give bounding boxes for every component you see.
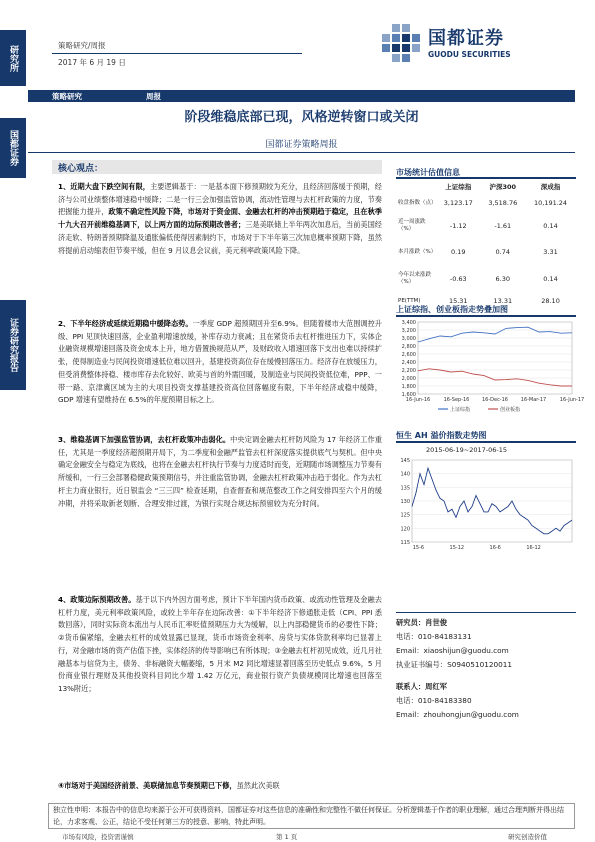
- y-tick-label: 2,600: [401, 352, 416, 358]
- chart1-divider: [396, 315, 576, 317]
- paragraph-5-lead: ④市场对于美国经济前景、美联储加息节奏预期已下修，: [58, 781, 237, 790]
- cell: 3,123.17: [443, 199, 473, 207]
- y-tick-label: 1,600: [401, 392, 416, 398]
- paragraph-1-lead: 1、近期大盘下跌空间有限，: [58, 182, 151, 191]
- x-tick-label: 16-12: [526, 545, 541, 551]
- cell: 28.10: [541, 297, 560, 305]
- logo-text-cn: 国都证券: [428, 28, 504, 49]
- contact-email-value[interactable]: zhouhongjun@guodu.com: [423, 710, 519, 719]
- research-divider: [396, 612, 576, 613]
- stats-header-sz: 深成指: [540, 183, 561, 191]
- y-tick-label: 2,200: [401, 368, 416, 374]
- paragraph-4: [58, 594, 382, 744]
- stats-divider: [396, 177, 576, 179]
- legend-label: 创业板指: [500, 407, 521, 413]
- title-divider: [28, 152, 575, 153]
- x-tick-label: 16-Jun-16: [405, 397, 431, 403]
- disclaimer-box: 独立性申明：本报告中的信息均来源于公开可获得资料，国都证券对这些信息的准确性和完整性不做任何保证。分析逻辑基于作者的职业理解，通过合理判断并得出结论，力求客观、公正，结论不受任何第三方的授意、影响，特此声明。: [48, 803, 575, 829]
- y-tick-label: 130: [400, 499, 410, 505]
- cell: -0.63: [449, 275, 467, 283]
- paragraph-1-bold: 政策不确定性风险下降，市场对于资金面、金融去杠杆的冲击预期趋于稳定，且在秋季十九大召开前维稳基调下，以上两方面的边际预期改善者；: [58, 207, 382, 230]
- researcher-phone: [396, 630, 519, 644]
- series-line-0: [418, 327, 572, 342]
- table-row: [398, 214, 576, 238]
- paragraph-2-lead: 2、下半年经济或延续近期稳中缓降态势。: [58, 319, 193, 328]
- x-tick-label: 16-6: [489, 545, 501, 551]
- footer-risk: 市场有风险，投资需谨慎: [62, 833, 134, 841]
- core-view-header: [52, 160, 382, 174]
- stats-header-hs300: 沪深300: [489, 183, 517, 191]
- report-date: 2017 年 6 月 19 日: [58, 58, 126, 67]
- y-tick-label: 145: [400, 458, 410, 464]
- y-tick-label: 115: [400, 540, 410, 546]
- y-tick-label: 2,000: [401, 376, 416, 382]
- paragraph-4-text: 基于以下内外因方面考虑，预计下半年国内货币政策、或流动性管理及金融去杠杆力度，美元利率政策风险，或较上半年存在边际改善：①下半年经济下修通胀走低（CPI、PPI 悉数回落），同时实际资本流出与人民币汇率贬值预期压力大为缓解，以上内部稳健货币的必要性下降；②货币偏紧缩，金融去杠杆的成效显露已显现，货币市场资金利率、房贷与实体贷款利率均已显著上行，对金融市场的资产估值下挫，实体经济的传导影响已有所体现；③金融去杠杆初见成效，近几月社融基本与信贷为主，债务、非标融资大幅萎缩，5 月末 M2 同比增速显著回落至历史低点 9.6%，5 月份商业银行理财及其他投资科目同比少增 1.42 万亿元，商业银行资产负债规模同比增速也回落至 13%附近；: [58, 595, 382, 693]
- paragraph-2: [58, 318, 382, 430]
- chart2-divider: [396, 441, 576, 443]
- company-logo: [378, 22, 578, 72]
- researcher-email-label: Email：: [396, 646, 424, 655]
- contact-email-label: Email：: [396, 710, 424, 719]
- stats-header-row: [398, 181, 576, 192]
- cell: 3.31: [543, 248, 558, 256]
- logo-text-en: GUODU SECURITIES: [428, 50, 511, 59]
- x-tick-label: 16-Sep-16: [443, 397, 470, 403]
- cell: 13.31: [493, 297, 513, 305]
- y-tick-label: 2,800: [401, 344, 416, 350]
- contact-email: [396, 708, 519, 722]
- legend-label: 上证综指: [450, 407, 471, 413]
- cell: 0.74: [495, 248, 511, 256]
- chart1-title: 上证综指、创业板指走势叠加图: [396, 305, 508, 314]
- cell: 10,191.24: [533, 199, 568, 207]
- page-title: 阶段维稳底部已现，风格逆转窗口或关闭: [184, 110, 419, 125]
- paragraph-5-text: 虽然此次美联: [236, 781, 280, 790]
- paragraph-5: [58, 780, 382, 794]
- x-tick-label: 16-Jun-17: [559, 397, 585, 403]
- cell: -1.61: [494, 222, 512, 230]
- row-label: 收盘指数（点）: [398, 199, 437, 206]
- paragraph-3: [58, 434, 382, 572]
- cell: 3,518.76: [488, 199, 518, 207]
- row-label: 近一周涨跌（%）: [398, 219, 426, 232]
- y-tick-label: 3,400: [401, 320, 416, 326]
- cell: 6.30: [495, 275, 511, 283]
- logo-mark-icon: [378, 22, 426, 66]
- x-tick-label: 15-6: [412, 545, 425, 551]
- stats-table: [398, 181, 576, 310]
- paragraph-3-text: 中央定调金融去杠杆防风险为 17 年经济工作重任，尤其是一季度经济超预期开局下，为二季度和金融严监管去杠杆深度落实提供底气与契机。但中央确定金融安全与稳定为底线，也将在金融去杠杆执行节奏与力度适时而变，近期随市场调整压力节奏有所缓和，一行三会部署稳健政策预期信号，并注重监管协调，金融去杠杆政策冲击趋于弱化。作为去杠杆主力商业银行，近日银监会 “三三四” 检查延期，自查督查和规范整改工作之间安排四至六个月的缓冲期，并将采取新老划断、合理安排过渡，为银行实现合规达标预留较为充分时间。: [58, 435, 382, 508]
- y-tick-label: 3,000: [401, 336, 416, 342]
- index-overlay-chart: [396, 318, 585, 414]
- researcher-cert: [396, 658, 519, 672]
- sidebar-bottom: 证券研究报告: [0, 300, 26, 390]
- chart2-title: 恒生 AH 溢价指数走势图: [396, 431, 487, 440]
- y-tick-label: 140: [400, 471, 410, 478]
- cell: 15.31: [448, 297, 468, 305]
- x-tick-label: 16-Mar-17: [520, 397, 547, 403]
- contact-phone-value: 010-84183380: [417, 696, 472, 705]
- table-row: [398, 238, 576, 266]
- researcher-email: [396, 644, 519, 658]
- paragraph-4-lead: 4、政策边际预期改善。: [58, 595, 136, 604]
- table-row: [398, 266, 576, 292]
- paragraph-1-text: 主要逻辑基于：一是基本面下修预期较为充分，且经济回落缓于预期，经济与公司业绩整体增速稳中缓降；二是一行三会加强监管协调，流动性管理与去杠杆政策的力度，节奏把握能力提升，: [58, 182, 382, 217]
- tag-strategy: 策略研究: [52, 92, 82, 101]
- researcher-cert-value: S0940510120011: [447, 660, 513, 669]
- contact-phone: [396, 694, 519, 708]
- stats-header-sh: 上证综指: [445, 183, 472, 191]
- researcher-cert-label: 执业证书编号：: [396, 660, 448, 669]
- row-label: 本月涨跌（%）: [398, 248, 437, 255]
- paragraph-3-lead: 3、维稳基调下加强监管协调，去杠杆政策冲击弱化。: [58, 435, 231, 444]
- y-tick-label: 135: [400, 485, 410, 492]
- plot-frame: [418, 322, 572, 394]
- cell: -1.12: [449, 222, 467, 230]
- footer-page: 第 1 页: [276, 833, 298, 841]
- y-tick-label: 1,800: [401, 384, 416, 390]
- x-tick-label: 15-12: [449, 545, 465, 551]
- y-tick-label: 125: [400, 512, 410, 519]
- sidebar-top: 研究所: [0, 30, 26, 86]
- header-divider: [52, 53, 302, 54]
- paragraph-1-text2: 三是美联储上半年两次加息后，当前美国经济走软、特朗普预期降温及通胀偏低使得因素制约下，市场对于下半年第三次加息概率预期下降，虽然将提前启动缩表但节奏平缓，但在 9 月议息会议前，美元利率政策风险下降。: [58, 220, 382, 255]
- researcher-phone-value: 010-84183131: [417, 632, 472, 641]
- tag-weekly: 周报: [146, 92, 161, 101]
- x-tick-label: 16-Dec-16: [481, 397, 509, 403]
- series-line-1: [418, 369, 572, 386]
- tag-bar: [28, 90, 575, 102]
- core-view-title: 核心观点：: [58, 164, 104, 174]
- cell: 0.19: [451, 248, 466, 256]
- row-label: 今年以来涨跌（%）: [398, 272, 432, 285]
- paragraph-2-text: 一季度 GDP 超预期回升至6.9%。但随着楼市大范围调控升级、PPI 见顶快速回落，企业盈利增速放缓，补库存动力衰减；且在紧货币去杠杆推进压力下，实体企业融资规模增速回落及资金成本上升，地方借置换规范从严，及财政收入增速回落下支出也难以持续扩张，使得制造业与民间投资增速低位难以回升，基建投资高位存在缓慢回落压力。经济存在放缓压力，但受消费整体持稳、楼市库存去化较好、欧美与首的外需回暖，及制造业与民间投资低位难，PPP、一带一路、京津冀区域为主的大项目投资支撑基建投资高位回落幅度有限，下半年经济或稳中缓降，GDP 增速有望维持在 6.5%的年度预期目标之上。: [58, 319, 382, 405]
- cell: 0.14: [543, 275, 558, 283]
- table-row: [398, 192, 576, 214]
- contact-name: 联系人：周红军: [396, 682, 448, 691]
- stats-title: 市场统计估值信息: [396, 168, 460, 177]
- y-tick-label: 120: [400, 526, 410, 533]
- y-tick-label: 2,400: [401, 360, 416, 366]
- y-tick-label: 3,200: [401, 328, 416, 334]
- footer-slogan: 研究创造价值: [508, 833, 547, 841]
- report-category: 策略研究/周报: [58, 41, 106, 50]
- cell: 0.14: [543, 222, 558, 230]
- researcher-name: 研究员：肖世俊: [396, 618, 448, 627]
- chart2-range: 2015-06-19~2017-06-15: [426, 446, 507, 454]
- page-subtitle: 国都证券策略周报: [265, 140, 338, 150]
- row-label: PE(TTM): [398, 297, 421, 304]
- researcher-block: [396, 616, 519, 722]
- contact-phone-label: 电话：: [396, 696, 418, 705]
- researcher-phone-label: 电话：: [396, 632, 418, 641]
- paragraph-1: [58, 181, 382, 315]
- sidebar-mid: 国都证券: [0, 118, 26, 178]
- researcher-email-value[interactable]: xiaoshijun@guodu.com: [423, 646, 509, 655]
- ah-premium-chart: [396, 456, 576, 556]
